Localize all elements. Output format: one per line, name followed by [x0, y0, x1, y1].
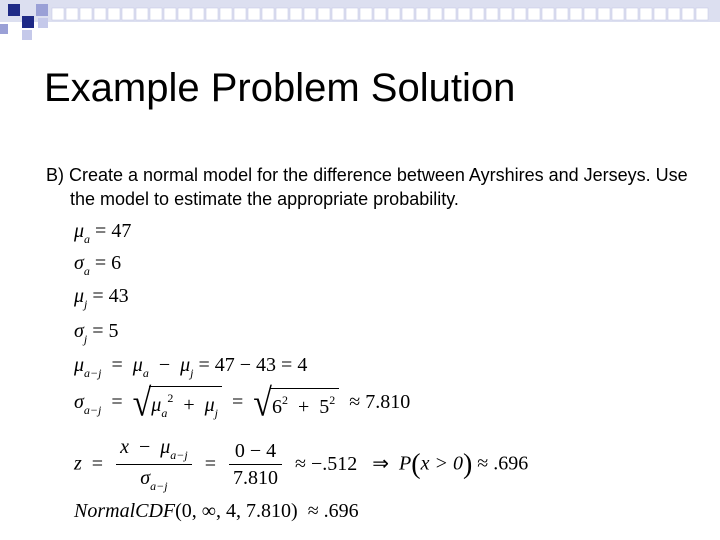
equation-sigma-j: $\sigma_j = 5$ [74, 320, 119, 346]
equation-mu-a: $\mu_a = 47$ [74, 220, 132, 246]
equation-sigma-difference: $\sigma_{a-j} = √\mu_a^2 + \mu_j = √6^2 + 5^2 \approx 7.810$ [74, 381, 411, 425]
equation-z-score: z = $\frac{x - \mu_{a-j}}{\sigma_{a-j}}$ = $\frac{0 - 4}{7.810}$ ≈ −.512 ⇒ P(x > 0) ≈ .696 [74, 436, 529, 493]
equation-normalcdf: NormalCDF(0, ∞, 4, 7.810) ≈ .696 [74, 500, 359, 522]
z-numeric-fraction: $\frac{0 - 4}{7.810}$ [229, 440, 282, 490]
equation-mu-difference: $\mu_{a-j} = \mu_a - \mu_j = 47 - 43 = 4$ [74, 354, 308, 380]
square-root-symbolic: $√\mu_a^2 + \mu_j$ [133, 386, 222, 421]
header-decoration [0, 0, 720, 48]
bullet-text: B) Create a normal model for the difference between Ayrshires and Jerseys. Use the model to estimate the appropriate probability. [46, 165, 688, 209]
z-formula-fraction: $\frac{x - \mu_{a-j}}{\sigma_{a-j}}$ [116, 436, 192, 494]
square-root-numeric: $√6^2 + 5^2$ [253, 387, 339, 421]
equation-mu-j: $\mu_j = 43$ [74, 285, 129, 311]
equation-sigma-a: $\sigma_a = 6$ [74, 252, 122, 278]
slide-title: Example Problem Solution [44, 66, 516, 110]
